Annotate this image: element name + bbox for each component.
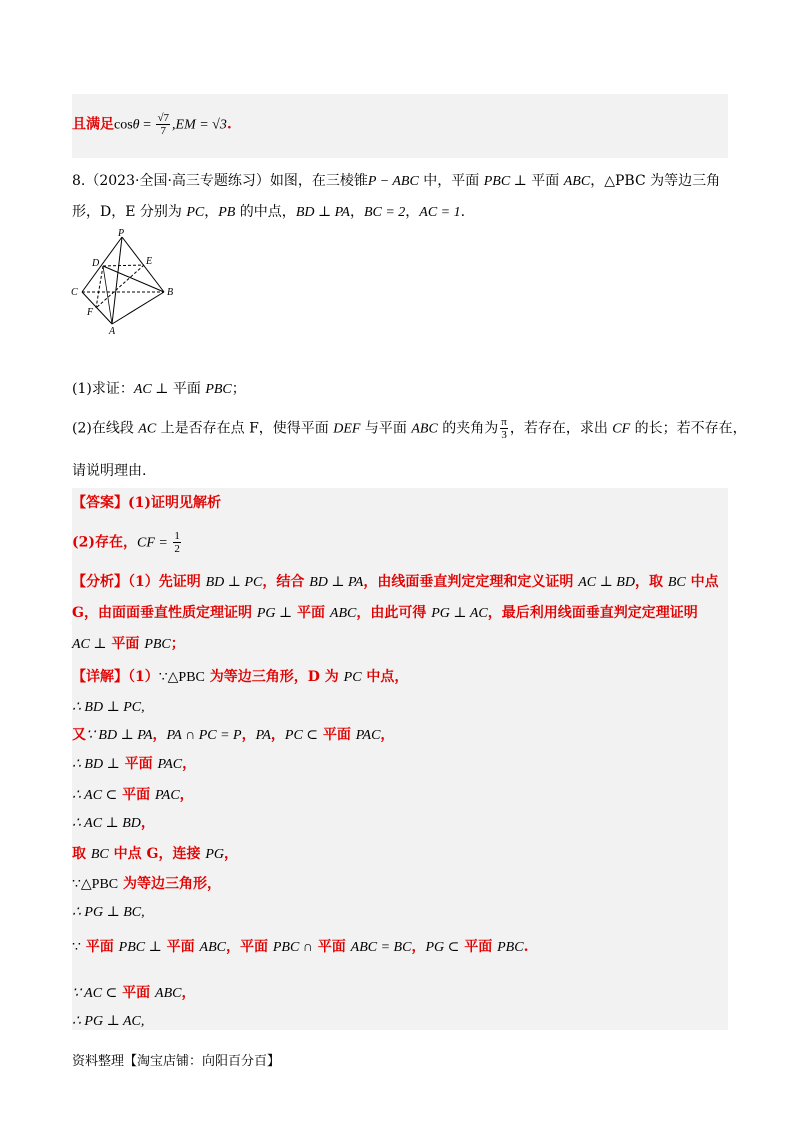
detail-line-2: ∴ BD ⊥ PC, — [72, 700, 145, 715]
edge-DE — [103, 265, 144, 266]
edge-DF — [96, 266, 103, 308]
detail-line-12: ∴ PG ⊥ AC, — [72, 1014, 145, 1029]
analysis-line-2: G，由面面垂直性质定理证明 PG ⊥ 平面 ABC，由此可得 PG ⊥ AC，最后利用线面垂直判定定理证明 — [72, 605, 698, 621]
detail-line-8: ∵△PBC 为等边三角形， — [72, 876, 222, 892]
analysis-line-3: AC ⊥ 平面 PBC； — [72, 636, 185, 652]
question-1: (1)求证：AC ⊥ 平面 PBC； — [72, 381, 246, 397]
analysis-line-1: 【分析】（1）先证明 BD ⊥ PC，结合 BD ⊥ PA，由线面垂直判定定理和定义证明 AC ⊥ BD，取 BC 中点 — [72, 574, 719, 590]
edge-AB — [112, 292, 164, 324]
edge-EF — [96, 265, 144, 308]
one-half: $\frac{1}{2}$ — [174, 530, 180, 555]
question-2-line-2: 请说明理由. — [72, 463, 147, 479]
label-A: A — [109, 326, 116, 337]
label-C: C — [71, 287, 78, 298]
problem-line-1: 8.（2023·全国·高三专题练习）如图，在三棱锥P − ABC 中，平面 PBC ⊥ 平面 ABC，△PBC 为等边三角 — [72, 173, 721, 189]
edge-PC — [82, 237, 122, 292]
detail-line-6: ∴ AC ⊥ BD， — [72, 815, 155, 831]
detail-line-11: ∵ AC ⊂ 平面 ABC， — [72, 985, 196, 1001]
label-B: B — [167, 287, 174, 298]
detail-line-1: 【详解】（1）∵△PBC 为等边三角形，D 为 PC 中点， — [72, 669, 409, 685]
question-2: (2)在线段 AC 上是否存在点 F，使得平面 DEF 与平面 ABC 的夹角为 $\frac{\pi}{3}$ ，若存在，求出 CF 的长；若不存在， — [72, 416, 747, 441]
footer-credit: 资料整理【淘宝店铺：向阳百分百】 — [72, 1054, 281, 1069]
sqrt7-over-7: $\frac{√7}{7}$ — [157, 112, 170, 137]
top-condition: 且满足cosθ = $\frac{√7}{7}$ ,EM = √3. — [72, 112, 232, 137]
detail-line-9: ∴ PG ⊥ BC, — [72, 905, 145, 920]
detail-line-3: 又∵ BD ⊥ PA，PA ∩ PC = P，PA，PC ⊂ 平面 PAC， — [72, 727, 395, 743]
detail-line-5: ∴ AC ⊂ 平面 PAC， — [72, 787, 194, 803]
edge-PB — [122, 237, 164, 292]
detail-line-7: 取 BC 中点 G，连接 PG， — [72, 846, 239, 862]
label-E: E — [146, 256, 153, 267]
detail-line-4: ∴ BD ⊥ 平面 PAC， — [72, 756, 197, 772]
label-D: D — [92, 258, 100, 269]
edge-DB — [103, 266, 164, 292]
label-F: F — [87, 307, 94, 318]
problem-line-2: 形，D，E 分别为 PC，PB 的中点，BD ⊥ PA，BC = 2，AC = 1. — [72, 204, 466, 220]
pyramid-figure — [66, 228, 186, 338]
pi-over-3: $\frac{\pi}{3}$ — [501, 416, 507, 441]
edge-PA — [112, 237, 122, 324]
answer-label: 【答案】(1)证明见解析 — [72, 495, 221, 511]
detail-line-10: ∵ 平面 PBC ⊥ 平面 ABC，平面 PBC ∩ 平面 ABC = BC，PG ⊂ 平面 PBC. — [72, 939, 529, 955]
answer-part-2: (2)存在，CF = $\frac{1}{2}$ — [72, 530, 180, 555]
label-P: P — [118, 228, 125, 239]
